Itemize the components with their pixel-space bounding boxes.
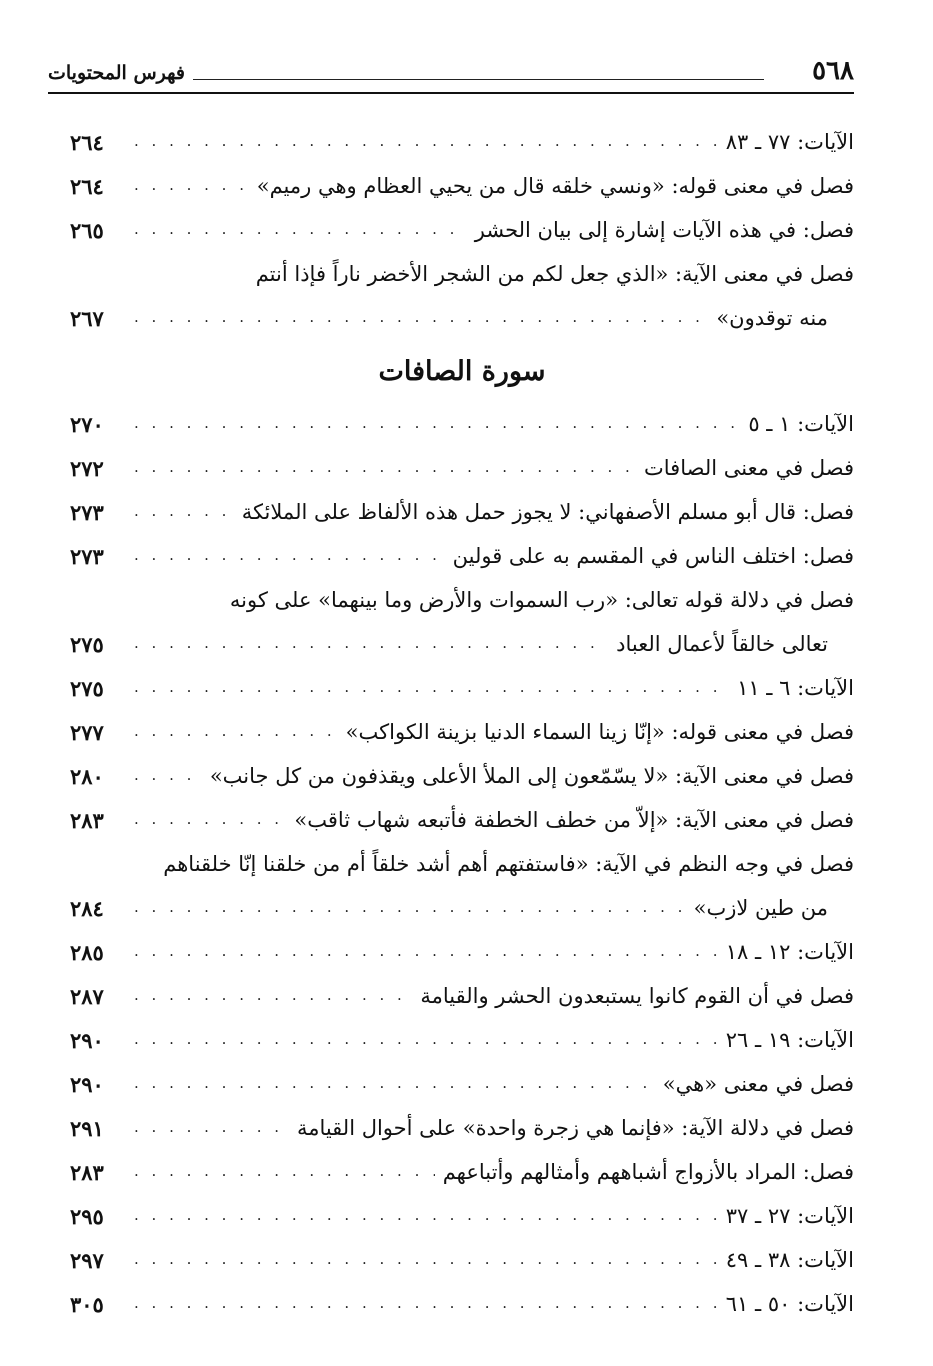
toc-entry-title: فصل في معنى «هي» (662, 1072, 854, 1096)
toc-entry (70, 974, 854, 1018)
toc-entry-page: ٢٦٥ (70, 217, 104, 243)
toc-entry-title: فصل في معنى قوله: «إنّا زينا السماء الدنيا بزينة الكواكب» (345, 720, 854, 744)
toc-entry-page: ٢٨٠ (70, 763, 104, 789)
table-of-contents (70, 120, 854, 1326)
toc-entry (70, 754, 854, 798)
dot-leader (126, 1074, 655, 1094)
toc-entry-page: ٢٧٠ (70, 411, 104, 437)
toc-entry-title: الآيات: ٧٧ ـ ٨٣ (725, 130, 854, 154)
toc-entry-page: ٢٩٧ (70, 1247, 104, 1273)
toc-entry-title: تعالى خالقاً لأعمال العباد (616, 632, 828, 656)
toc-entry-title: فصل في معنى الآية: «إلاّ من خطف الخطفة فأتبعه شهاب ثاقب» (294, 808, 854, 832)
toc-entry (70, 1282, 854, 1326)
running-title: فهرس المحتويات (48, 62, 185, 84)
toc-entry (70, 208, 854, 252)
dot-leader (126, 1030, 718, 1050)
page-header (48, 52, 854, 92)
toc-entry-page: ٢٩١ (70, 1115, 104, 1141)
toc-entry (70, 164, 854, 208)
dot-leader (126, 942, 718, 962)
surah-heading: سورة الصافات (378, 355, 546, 387)
dot-leader (126, 678, 729, 698)
toc-entry-title: فصل: قال أبو مسلم الأصفهاني: لا يجوز حمل هذه الألفاظ على الملائكة (241, 500, 854, 524)
dot-leader (126, 766, 202, 786)
toc-entry-title: فصل في معنى الآية: «لا يسّمّعون إلى الملأ الأعلى ويقذفون من كل جانب» (209, 764, 854, 788)
dot-leader (126, 1206, 718, 1226)
toc-entry-title: فصل في دلالة الآية: «فإنما هي زجرة واحدة» على أحوال القيامة (296, 1116, 854, 1140)
dot-leader (126, 502, 234, 522)
dot-leader (126, 722, 338, 742)
toc-entry-page: ٢٨٣ (70, 807, 104, 833)
toc-section-after (70, 402, 854, 1326)
page-number: ٥٦٨ (812, 56, 854, 86)
toc-entry-page: ٢٧٢ (70, 455, 104, 481)
toc-entry-title: فصل: اختلف الناس في المقسم به على قولين (452, 544, 854, 568)
dot-leader (126, 1162, 435, 1182)
toc-entry-page: ٢٨٧ (70, 983, 104, 1009)
toc-entry (70, 534, 854, 578)
dot-leader (126, 1250, 718, 1270)
toc-entry-title: من طين لازب» (693, 896, 828, 920)
dot-leader (126, 414, 740, 434)
toc-entry-title: الآيات: ١ ـ ٥ (748, 412, 854, 436)
toc-entry (70, 296, 854, 340)
toc-entry (70, 930, 854, 974)
toc-entry-title: منه توقدون» (716, 306, 828, 330)
dot-leader (126, 458, 636, 478)
dot-leader (126, 308, 708, 328)
toc-entry (70, 402, 854, 446)
toc-entry-title: فصل في معنى الصافات (644, 456, 854, 480)
toc-entry-page: ٢٨٣ (70, 1159, 104, 1185)
toc-entry-title: الآيات: ١٢ ـ ١٨ (725, 940, 854, 964)
toc-entry (70, 1106, 854, 1150)
toc-entry (70, 622, 854, 666)
toc-entry (70, 842, 854, 886)
toc-entry-title: فصل في معنى قوله: «ونسي خلقه قال من يحيي العظام وهي رميم» (256, 174, 854, 198)
dot-leader (126, 132, 718, 152)
dot-leader (126, 810, 286, 830)
toc-entry-page: ٢٧٣ (70, 499, 104, 525)
toc-entry-title: الآيات: ٣٨ ـ ٤٩ (725, 1248, 854, 1272)
toc-entry-title: فصل: في هذه الآيات إشارة إلى بيان الحشر (474, 218, 854, 242)
dot-leader (126, 634, 608, 654)
toc-entry-page: ٢٨٤ (70, 895, 104, 921)
toc-entry-title: الآيات: ٦ ـ ١١ (737, 676, 854, 700)
toc-entry-page: ٢٨٥ (70, 939, 104, 965)
dot-leader (126, 176, 249, 196)
header-divider-short (193, 79, 764, 80)
toc-entry-page: ٢٧٧ (70, 719, 104, 745)
dot-leader (126, 1294, 718, 1314)
toc-entry (70, 710, 854, 754)
toc-entry (70, 1194, 854, 1238)
toc-entry-title: الآيات: ١٩ ـ ٢٦ (725, 1028, 854, 1052)
toc-entry-title: الآيات: ٥٠ ـ ٦١ (725, 1292, 854, 1316)
dot-leader (126, 220, 467, 240)
toc-entry-page: ٢٧٥ (70, 631, 104, 657)
toc-entry-title: فصل في دلالة قوله تعالى: «رب السموات والأرض وما بينهما» على كونه (229, 588, 854, 612)
toc-entry-page: ٢٩٠ (70, 1027, 104, 1053)
toc-entry-title: الآيات: ٢٧ ـ ٣٧ (725, 1204, 854, 1228)
toc-entry-title: فصل في وجه النظم في الآية: «فاستفتهم أهم أشد خلقاً أم من خلقنا إنّا خلقناهم (163, 852, 854, 876)
toc-entry (70, 1018, 854, 1062)
toc-entry (70, 886, 854, 930)
toc-entry-page: ٣٠٥ (70, 1291, 104, 1317)
toc-entry (70, 252, 854, 296)
dot-leader (126, 546, 445, 566)
dot-leader (126, 986, 412, 1006)
dot-leader (126, 1118, 289, 1138)
toc-entry-page: ٢٩٥ (70, 1203, 104, 1229)
toc-entry (70, 446, 854, 490)
toc-entry (70, 578, 854, 622)
toc-entry (70, 120, 854, 164)
header-divider (48, 92, 854, 94)
toc-entry-title: فصل: المراد بالأزواج أشباههم وأمثالهم وأتباعهم (442, 1160, 854, 1184)
toc-entry-page: ٢٦٤ (70, 129, 104, 155)
dot-leader (126, 898, 686, 918)
toc-entry (70, 1150, 854, 1194)
toc-entry (70, 490, 854, 534)
toc-entry-page: ٢٧٥ (70, 675, 104, 701)
toc-entry-title: فصل في أن القوم كانوا يستبعدون الحشر والقيامة (420, 984, 854, 1008)
toc-section-before (70, 120, 854, 340)
toc-entry-page: ٢٩٠ (70, 1071, 104, 1097)
toc-entry (70, 666, 854, 710)
toc-entry-page: ٢٦٤ (70, 173, 104, 199)
toc-entry-title: فصل في معنى الآية: «الذي جعل لكم من الشجر الأخضر ناراً فإذا أنتم (255, 262, 854, 286)
toc-entry-page: ٢٧٣ (70, 543, 104, 569)
toc-entry (70, 1062, 854, 1106)
toc-entry (70, 1238, 854, 1282)
toc-entry (70, 798, 854, 842)
toc-entry-page: ٢٦٧ (70, 305, 104, 331)
